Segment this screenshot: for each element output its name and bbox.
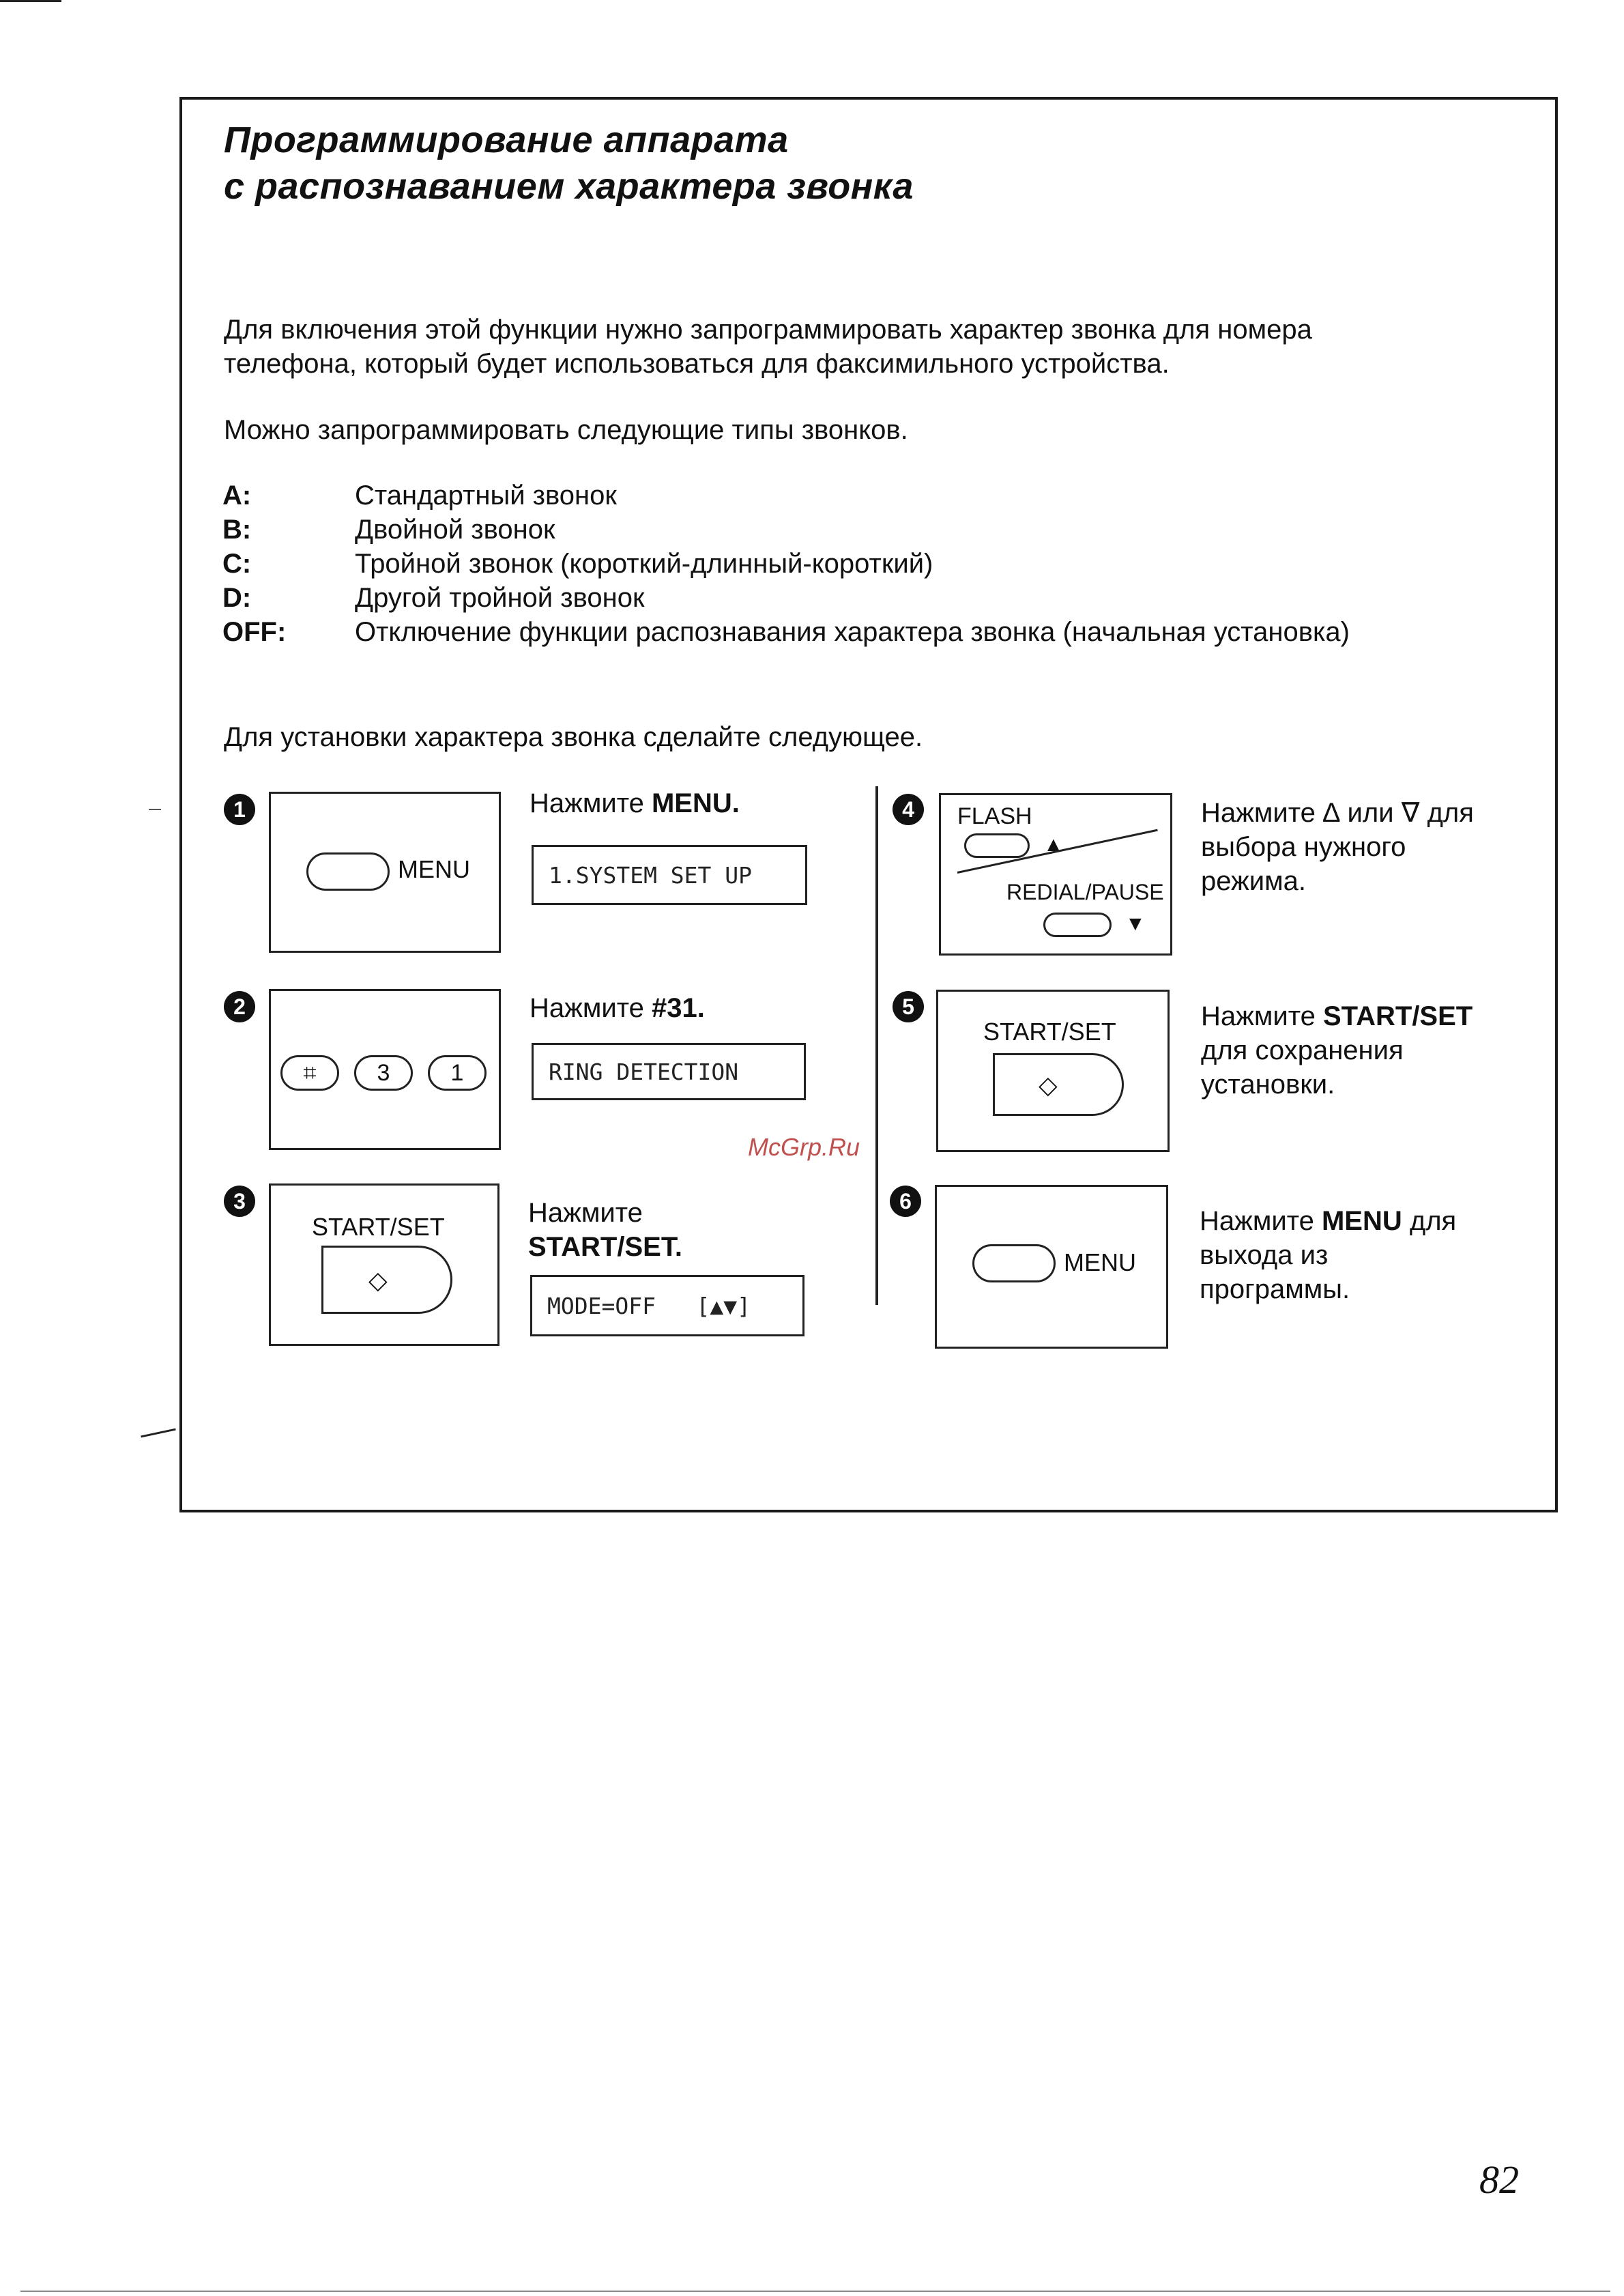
step-3-instruction-line-2: START/SET.: [528, 1232, 682, 1262]
step-1-instruction: [530, 786, 740, 820]
step-5-instruction-line-1: [1201, 999, 1473, 1033]
scan-mark: [0, 0, 61, 2]
key-text: START/SET: [1322, 1001, 1473, 1031]
step-2-display: RING DETECTION: [532, 1043, 806, 1100]
step-4-instruction-line-2: выбора нужного: [1201, 832, 1406, 862]
flash-label: FLASH: [957, 803, 1032, 829]
step-6-panel: [935, 1185, 1168, 1349]
page-number: 82: [1479, 2157, 1519, 2202]
digit-1-key[interactable]: 1: [428, 1055, 487, 1091]
step-5-instruction-line-2: для сохранения: [1201, 1035, 1404, 1065]
step-4-number: 4: [893, 794, 924, 825]
tail-text: для: [1402, 1206, 1457, 1236]
step-5-number: 5: [893, 991, 924, 1022]
menu-button[interactable]: [972, 1244, 1056, 1282]
key-text: MENU: [1321, 1206, 1402, 1236]
step-2-instruction: [530, 991, 705, 1025]
hash-key[interactable]: ⌗: [280, 1055, 339, 1091]
step-5-panel: [936, 990, 1170, 1152]
step-6-instruction-line-2: выхода из: [1200, 1240, 1329, 1270]
setup-intro: Для установки характера звонка сделайте следующее.: [224, 722, 923, 752]
redial-pause-button[interactable]: [1043, 913, 1112, 937]
step-4-instruction-line-3: режима.: [1201, 866, 1307, 896]
intro-line-2: телефона, который будет использоваться для факсимильного устройства.: [224, 349, 1170, 379]
page-title-line-1: Программирование аппарата: [224, 119, 789, 160]
ring-type-desc: Стандартный звонок: [355, 480, 617, 511]
intro-line-1: Для включения этой функции нужно запрограммировать характер звонка для номера: [224, 315, 1312, 345]
press-text: Нажмите: [530, 788, 652, 818]
step-3-instruction-line-1: Нажмите: [528, 1198, 643, 1228]
scan-mark: [20, 2291, 1610, 2292]
ring-type-key: A:: [222, 480, 252, 511]
ring-type-desc: Отключение функции распознавания характера звонка (начальная установка): [355, 617, 1350, 647]
step-3-display: MODE=OFF [▲▼]: [530, 1275, 804, 1336]
page-title-line-2: с распознаванием характера звонка: [224, 166, 914, 207]
ring-type-key: D:: [222, 583, 252, 613]
step-6-instruction-line-3: программы.: [1200, 1274, 1350, 1304]
step-5-instruction-line-3: установки.: [1201, 1070, 1335, 1100]
key-text: #31.: [651, 993, 705, 1023]
step-6-instruction-line-1: [1200, 1204, 1456, 1238]
step-4-panel: [939, 793, 1172, 956]
start-icon: ◇: [368, 1266, 388, 1294]
ring-type-desc: Двойной звонок: [355, 515, 555, 545]
menu-button-label: MENU: [1064, 1248, 1136, 1276]
press-text: Нажмите: [1201, 1001, 1323, 1031]
step-3-panel: [269, 1183, 499, 1346]
ring-type-key: OFF:: [222, 617, 287, 647]
column-divider: [875, 786, 878, 1305]
menu-button[interactable]: [306, 852, 390, 891]
start-set-button[interactable]: [321, 1246, 452, 1314]
digit-3-key[interactable]: 3: [354, 1055, 413, 1091]
step-2-number: 2: [224, 991, 255, 1022]
start-set-button[interactable]: [993, 1053, 1124, 1116]
scan-mark: [141, 1429, 175, 1438]
menu-button-label: MENU: [398, 855, 470, 883]
types-intro: Можно запрограммировать следующие типы звонков.: [224, 415, 908, 445]
step-1-number: 1: [224, 794, 255, 825]
step-3-number: 3: [224, 1186, 255, 1217]
flash-button[interactable]: [964, 833, 1030, 858]
start-set-label: START/SET: [983, 1018, 1116, 1046]
step-1-display: 1.SYSTEM SET UP: [532, 845, 807, 905]
ring-type-key: B:: [222, 515, 252, 545]
step-1-panel: [269, 792, 501, 953]
down-arrow-icon: ▼: [1125, 913, 1146, 935]
ring-type-key: C:: [222, 549, 252, 579]
step-6-number: 6: [890, 1186, 921, 1217]
press-text: Нажмите: [1200, 1206, 1322, 1236]
key-text: MENU.: [651, 788, 740, 818]
step-4-instruction-line-1: Нажмите ∆ или ∇ для: [1201, 798, 1474, 828]
press-text: Нажмите: [530, 993, 652, 1023]
scan-mark: [149, 809, 161, 810]
watermark: McGrp.Ru: [748, 1133, 860, 1161]
step-2-panel: [269, 989, 501, 1150]
redial-pause-label: REDIAL/PAUSE: [1006, 880, 1164, 904]
start-set-label: START/SET: [312, 1213, 445, 1241]
up-arrow-icon: ▲: [1043, 833, 1064, 856]
start-icon: ◇: [1039, 1071, 1058, 1099]
ring-type-desc: Тройной звонок (короткий-длинный-короткий): [355, 549, 933, 579]
ring-type-desc: Другой тройной звонок: [355, 583, 645, 613]
